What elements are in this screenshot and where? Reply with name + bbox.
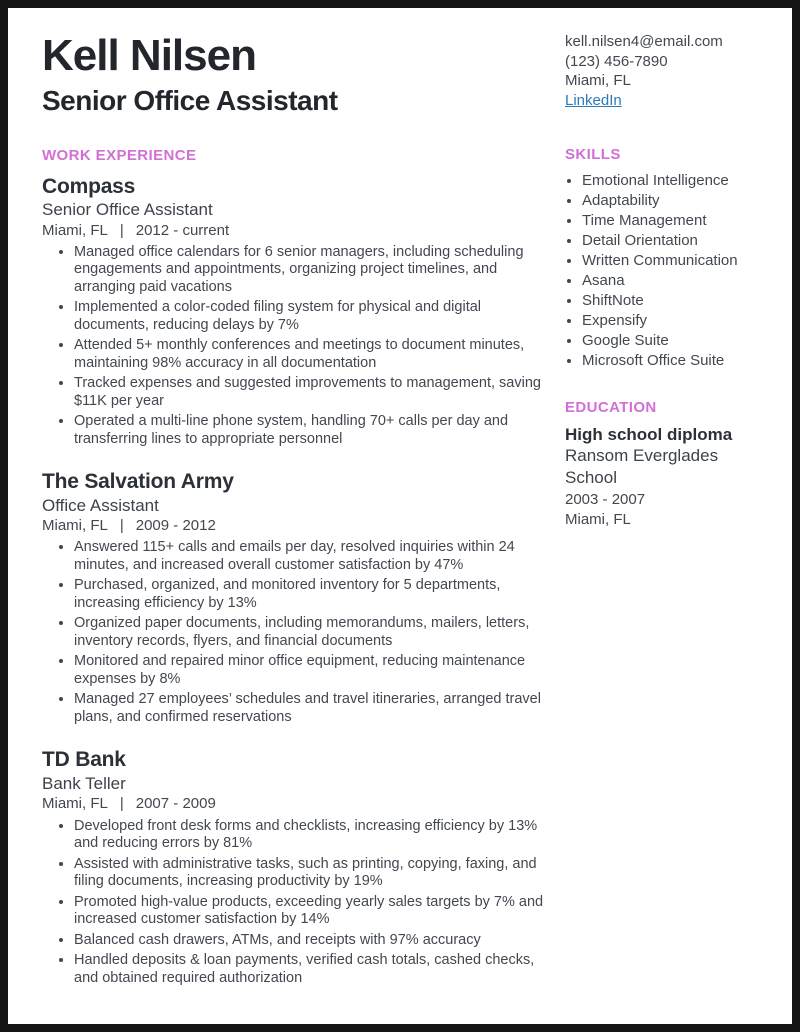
job-bullet: • Purchased, organized, and monitored inventory for 5 departments, increasing efficiency by 13% bbox=[74, 577, 547, 612]
job-bullet: • Promoted high-value products, exceeding yearly sales targets by 7% and increased customer satisfaction by 14% bbox=[74, 894, 547, 929]
contact-phone: (123) 456-7890 bbox=[565, 52, 668, 70]
job-role: Office Assistant bbox=[42, 495, 159, 515]
section-title-skills: SKILLS bbox=[565, 146, 621, 163]
edu-location: Miami, FL bbox=[565, 510, 631, 528]
job-dates: 2012 - current bbox=[135, 221, 230, 239]
job-bullet: • Operated a multi-line phone system, handling 70+ calls per day and transferring lines to appropriate personnel bbox=[74, 413, 547, 448]
skill-item: • Written Communication bbox=[582, 251, 764, 271]
job-bullet: • Implemented a color-coded filing system for physical and digital documents, reducing delays by 7% bbox=[74, 299, 547, 334]
job-location: Miami, FL bbox=[42, 517, 108, 535]
company-name: TD Bank bbox=[42, 748, 126, 772]
skill-item: • Adaptability bbox=[582, 191, 764, 211]
person-job-title: Senior Office Assistant bbox=[42, 84, 338, 116]
edu-dates: 2003 - 2007 bbox=[565, 491, 646, 509]
contact-link-row bbox=[565, 91, 764, 111]
job-bullet: • Managed 27 employees’ schedules and travel itineraries, arranged travel plans, and confirmed reservations bbox=[74, 691, 547, 726]
job-dates: 2009 - 2012 bbox=[135, 517, 216, 535]
skill-item: • ShiftNote bbox=[582, 291, 764, 311]
section-title-work-experience: WORK EXPERIENCE bbox=[42, 146, 197, 164]
skill-item: • Time Management bbox=[582, 211, 764, 231]
linkedin-link[interactable]: LinkedIn bbox=[565, 91, 622, 109]
skill-item: • Emotional Intelligence bbox=[582, 171, 764, 191]
job-location: Miami, FL bbox=[42, 795, 108, 813]
job-entry bbox=[42, 469, 547, 726]
job-entry bbox=[42, 747, 547, 987]
job-meta bbox=[42, 222, 547, 239]
job-dates: 2007 - 2009 bbox=[135, 795, 216, 813]
edu-degree: High school diploma bbox=[565, 425, 733, 444]
job-bullet: • Assisted with administrative tasks, such as printing, copying, faxing, and filing documents, increasing productivity by 19% bbox=[74, 856, 547, 891]
job-bullet: • Monitored and repaired minor office equipment, reducing maintenance expenses by 8% bbox=[74, 653, 547, 688]
job-entry bbox=[42, 174, 547, 449]
job-role: Bank Teller bbox=[42, 773, 126, 793]
person-name: Kell Nilsen bbox=[42, 31, 256, 80]
skill-item: • Asana bbox=[582, 271, 764, 291]
edu-school: Ransom Everglades School bbox=[565, 446, 719, 487]
left-column bbox=[42, 32, 547, 1024]
job-bullet: • Developed front desk forms and checklists, increasing efficiency by 13% and reducing errors by 81% bbox=[74, 818, 547, 853]
education-entry bbox=[565, 424, 764, 529]
section-title-education: EDUCATION bbox=[565, 399, 657, 416]
jobs-container bbox=[42, 174, 547, 987]
meta-separator: | bbox=[119, 517, 124, 535]
company-name: Compass bbox=[42, 174, 136, 198]
job-bullet: • Balanced cash drawers, ATMs, and receipts with 97% accuracy bbox=[74, 932, 547, 950]
job-bullet: • Tracked expenses and suggested improvements to management, saving $11K per year bbox=[74, 375, 547, 410]
job-location: Miami, FL bbox=[42, 221, 108, 239]
skill-item: • Microsoft Office Suite bbox=[582, 351, 764, 371]
contact-block bbox=[565, 32, 764, 110]
meta-separator: | bbox=[119, 221, 124, 239]
contact-email: kell.nilsen4@email.com bbox=[565, 33, 723, 50]
job-meta bbox=[42, 795, 547, 812]
job-bullet: • Managed office calendars for 6 senior managers, including scheduling engagements and appointments, organizing project timelines, and arranging paid vacations bbox=[74, 244, 547, 297]
skill-item: • Google Suite bbox=[582, 331, 764, 351]
job-role: Senior Office Assistant bbox=[42, 199, 213, 219]
skill-item: • Detail Orientation bbox=[582, 231, 764, 251]
job-bullets bbox=[42, 818, 547, 988]
job-bullet: • Handled deposits & loan payments, verified cash totals, cashed checks, and obtained required authorization bbox=[74, 952, 547, 987]
job-meta bbox=[42, 517, 547, 534]
header-block bbox=[42, 32, 547, 117]
job-bullet: • Attended 5+ monthly conferences and meetings to document minutes, maintaining 98% accuracy in all documentation bbox=[74, 337, 547, 372]
job-bullet: • Organized paper documents, including memorandums, mailers, letters, inventory records, flyers, and financial documents bbox=[74, 615, 547, 650]
meta-separator: | bbox=[119, 795, 124, 813]
company-name: The Salvation Army bbox=[42, 470, 234, 494]
job-bullet: • Answered 115+ calls and emails per day, resolved inquiries within 24 minutes, and increased overall customer satisfaction by 47% bbox=[74, 539, 547, 574]
skill-item: • Expensify bbox=[582, 311, 764, 331]
skills-list bbox=[565, 171, 764, 371]
job-bullets bbox=[42, 539, 547, 726]
right-column bbox=[565, 32, 764, 1024]
job-bullets bbox=[42, 244, 547, 449]
contact-location: Miami, FL bbox=[565, 72, 631, 89]
